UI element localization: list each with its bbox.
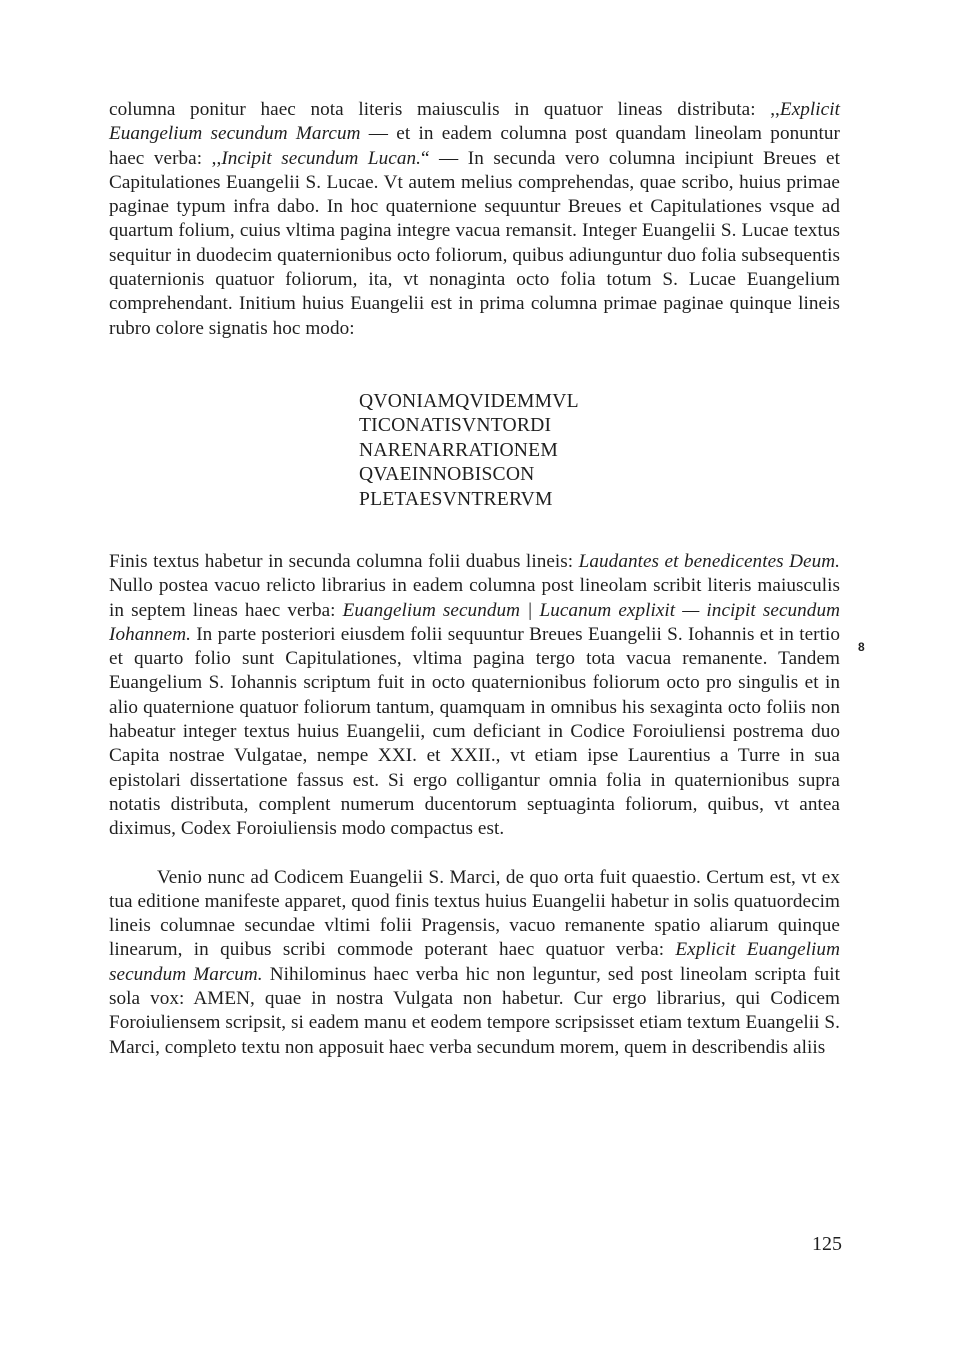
paragraph-2-text-c: Nullo postea vacuo relicto librarius in eadem columna post lineolam scribit literis maiusculis in septem lineas haec verba:: [109, 575, 840, 621]
text-column: [109, 98, 840, 1060]
rubric-line-5: PLETAESVNTRERVM: [359, 488, 553, 510]
rubric-capitals-block: [109, 390, 840, 512]
paragraph-3-italic-b: Explicit Euangelium secundum Marcum.: [109, 939, 840, 985]
rubric-line-1: QVONIAMQVIDEMMVL: [359, 390, 579, 412]
paragraph-1-text-a: columna ponitur haec nota literis maiusculis in quatuor lineas distributa: ,,: [109, 99, 780, 120]
paragraph-2-text-e: In parte posteriori eiusdem folii sequuntur Breues Euangelii S. Iohannis et in tertio et quarto folio sunt Capitulationes, vltima pagina tergo tota vacua remanente. Tandem Euangelium S. Iohannis scriptum fuit in octo quaternionibus foliorum octo pro singulis et in alio quaternione quatuor foliorum tantum, quamquam in omnibus his sexaginta octo foliis non habeatur integer textus huius Euangelii, cum deficiant in Codice Foroiuliensi postrema duo Capita nostrae Vulgatae, nempe XXI. et XXII., vt etiam ipse Laurentius a Turre in sua epistolari dissertatione fassus est. Si ergo colligantur omnia folia in quaternionibus supra notatis distributa, complent numerum ducentorum septuaginta foliorum, quibus, vt antea diximus, Codex Foroiuliensis modo compactus est.: [109, 623, 840, 840]
paragraph-1: [109, 98, 840, 341]
paragraph-2-text-a: Finis textus habetur in secunda columna folii duabus lineis:: [109, 551, 579, 572]
paragraph-1-italic-b: Explicit Euangelium secundum Marcum: [109, 99, 840, 145]
paragraph-3-text-c: Nihilominus haec verba hic non leguntur, sed post lineolam scripta fuit sola vox: AMEN, quae in nostra Vulgata non habetur. Cur ergo librarius, qui Codicem Foroiuliensem scripsit, si eadem manu et eodem tempore scripsisset etiam textum Euangelii S. Marci, completo textu non apposuit haec verba secundum morem, quem in describendis aliis: [109, 963, 840, 1058]
paragraph-1-text-e: “ — In secunda vero columna incipiunt Breues et Capitulationes Euangelii S. Lucae. Vt autem melius comprehendas, quae scribo, huius primae paginae typum infra dabo. In hoc quaternione sequuntur Breues et Capitulationes vsque ad quartum folium, cuius vltima pagina integre vacua remansit. Integer Euangelii S. Lucae textus sequitur in duodecim quaternionibus octo foliorum, quibus adiunguntur duo folia subsequentis quaternionis quatuor foliorum, ita, vt nonaginta octo folia totum S. Lucae Euangelium comprehendant. Initium huius Euangelii est in prima columna primae paginae quinque lineis rubro colore signatis hoc modo:: [109, 147, 840, 339]
margin-note-number: 8: [858, 640, 865, 654]
rubric-line-3: NARENARRATIONEM: [359, 439, 558, 461]
paragraph-2-italic-b: Laudantes et benedicentes Deum.: [578, 551, 841, 572]
paragraph-1-text-c: — et in eadem columna post quandam lineolam ponuntur haec verba: ,,: [109, 123, 840, 169]
paragraph-3: [109, 866, 840, 1060]
rubric-line-4: QVAEINNOBISCON: [359, 464, 535, 486]
paragraph-2: [109, 550, 840, 842]
paragraph-3-text-a: Venio nunc ad Codicem Euangelii S. Marci, de quo orta fuit quaestio. Certum est, vt ex tua editione manifeste apparet, quod finis textus huius Euangelii habetur in solis quatuordecim lineis columnae secundae vltimi folii Pragensis, vacuo remanente spatio aliarum quinque linearum, in quibus scribi commode poterant haec quatuor verba:: [109, 866, 840, 961]
paragraph-2-italic-d: Euangelium secundum | Lucanum explixit — incipit secundum Iohannem.: [109, 599, 840, 645]
page-number: 125: [812, 1233, 842, 1255]
rubric-line-2: TICONATISVNTORDI: [359, 415, 552, 437]
paragraph-1-italic-d: Incipit secundum Lucan.: [221, 147, 421, 169]
